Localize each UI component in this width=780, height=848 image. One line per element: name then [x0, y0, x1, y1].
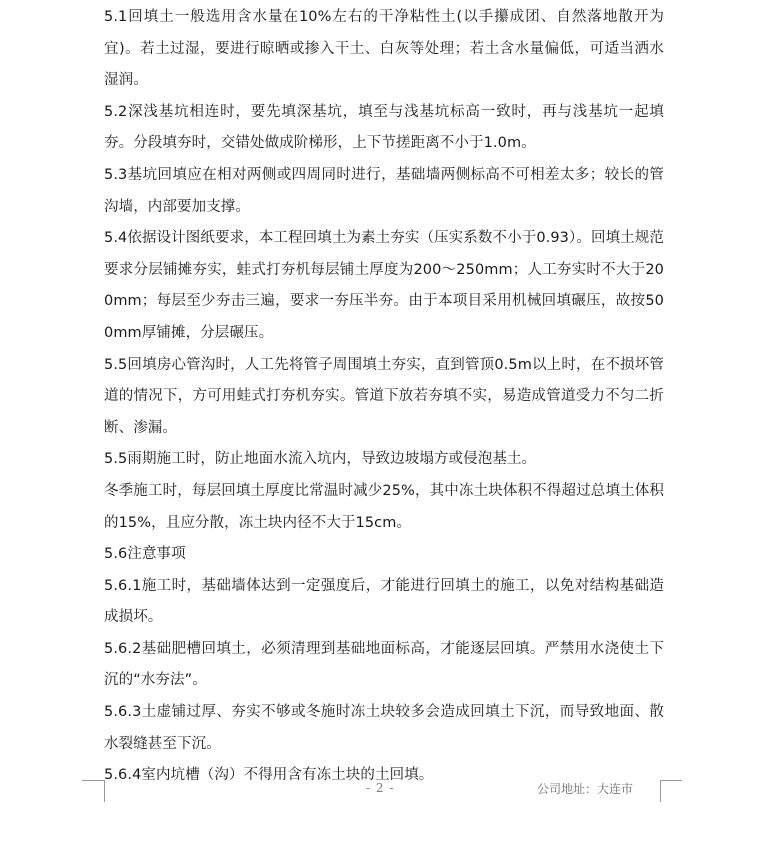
crop-mark-right-vertical [660, 780, 661, 802]
document-body [104, 2, 664, 792]
paragraph-5-6-4: 5.6.4室内坑槽（沟）不得用含有冻土块的土回填。 [104, 767, 434, 784]
paragraph-5-2: 5.2深浅基坑相连时，要先填深基坑，填至与浅基坑标高一致时，再与浅基坑一起填夯。分段填夯时，交错处做成阶梯形，上下节搓距离不小于1.0m。 [104, 103, 664, 152]
paragraph-5-6-1: 5.6.1施工时，基础墙体达到一定强度后，才能进行回填土的施工，以免对结构基础造成损坏。 [104, 577, 664, 626]
crop-mark-left-horizontal [82, 780, 104, 781]
section-heading-5-6: 5.6注意事项 [104, 546, 186, 563]
paragraph-5-6-3: 5.6.3土虚铺过厚、夯实不够或冬施时冻土块较多会造成回填土下沉，而导致地面、散水裂缝甚至下沉。 [104, 704, 664, 752]
paragraph-5-3: 5.3基坑回填应在相对两侧或四周同时进行，基础墙两侧标高不可相差太多；较长的管沟墙，内部要加支撑。 [104, 166, 664, 215]
page-number: - 2 - [366, 781, 395, 795]
paragraph-5-5-rain: 5.5雨期施工时，防止地面水流入坑内，导致边坡塌方或侵泡基土。 [104, 451, 537, 468]
crop-mark-left-vertical [104, 780, 105, 802]
paragraph-5-6-2: 5.6.2基础肥槽回填土，必须清理到基础地面标高，才能逐层回填。严禁用水浇使土下沉的“水夯法”。 [104, 640, 664, 689]
paragraph-winter: 冬季施工时，每层回填土厚度比常温时减少25%，其中冻土块体积不得超过总填土体积的15%，且应分散，冻土块内径不大于15cm。 [104, 482, 664, 531]
crop-mark-right-horizontal [660, 780, 682, 781]
footer-address: 公司地址：大连市 [537, 782, 634, 796]
paragraph-5-1: 5.1回填土一般选用含水量在10%左右的干净粘性土(以手攥成团、自然落地散开为宜)。若土过湿，要进行晾晒或掺入干土、白灰等处理；若土含水量偏低，可适当洒水湿润。 [104, 9, 664, 89]
paragraph-5-5: 5.5回填房心管沟时，人工先将管子周围填土夯实，直到管顶0.5m以上时，在不损坏管道的情况下，方可用蛙式打夯机夯实。管道下放若夯填不实，易造成管道受力不匀二折断、渗漏。 [104, 356, 664, 436]
paragraph-5-4: 5.4依据设计图纸要求，本工程回填土为素土夯实（压实系数不小于0.93）。回填土规范要求分层铺摊夯实，蛙式打夯机每层铺土厚度为200～250mm；人工夯实时不大于200mm；每层至少夯击三遍，要求一夯压半夯。由于本项目采用机械回填碾压，故按500mm厚铺摊，分层碾压。 [104, 230, 664, 341]
